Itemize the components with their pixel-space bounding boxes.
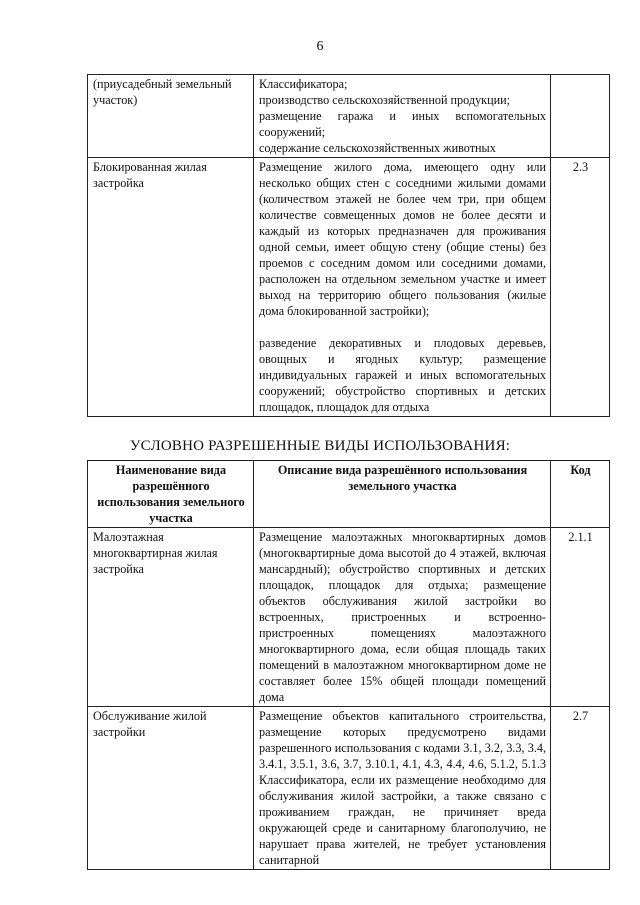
description-line: размещение гаража и иных вспомогательных сооружений;	[259, 109, 546, 139]
description-line: производство сельскохозяйственной продукции;	[259, 93, 511, 107]
use-type-description	[254, 75, 551, 158]
use-type-description: Размещение малоэтажных многоквартирных домов (многоквартирные дома высотой до 4 этажей, включая мансардный); обустройство спортивных и детских площадок, площадок для отдыха; размещение объектов обслуживания жилой застройки во встроенных, пристроенных и встроенно-пристроенных помещениях малоэтажного многоквартирного дома, если общая площадь таких помещений в малоэтажном многоквартирном доме не составляет более 15% общей площади помещений дома	[254, 528, 551, 707]
use-type-description: Размещение объектов капитального строительства, размещение которых предусмотрено видами разрешенного использования с кодами 3.1, 3.2, 3.3, 3.4, 3.4.1, 3.5.1, 3.6, 3.7, 3.10.1, 4.1, 4.3, 4.4, 4.6, 5.1.2, 5.1.3 Классификатора, если их размещение необходимо для обслуживания жилой застройки, а также связано с проживанием граждан, не причиняет вреда окружающей среде и санитарному благополучию, не нарушает права жителей, не требует установления санитарной	[254, 707, 551, 870]
land-use-table-continued	[87, 74, 610, 417]
section-title: УСЛОВНО РАЗРЕШЕННЫЕ ВИДЫ ИСПОЛЬЗОВАНИЯ:	[129, 438, 511, 454]
header-description: Описание вида разрешённого использования земельного участка	[254, 461, 551, 528]
description-line: содержание сельскохозяйственных животных	[259, 141, 496, 155]
description-paragraph: Размещение жилого дома, имеющего одну или несколько общих стен с соседними жилыми домами (количеством этажей не более чем три, при общем количестве совмещенных домов не более десяти и каждый из которых предназначен для проживания одной семьи, имеет общую стену (общие стены) без проемов с соседним домом или соседними домами, расположен на отдельном земельном участке и имеет выход на территорию общего пользования (жилые дома блокированной застройки);	[259, 160, 546, 318]
use-type-code: 2.3	[551, 158, 610, 417]
use-type-name: Блокированная жилая застройка	[88, 158, 254, 417]
use-type-code	[551, 75, 610, 158]
table-row	[88, 158, 610, 417]
description-line: Классификатора;	[259, 77, 348, 91]
table-header-row	[88, 461, 610, 528]
use-type-code: 2.1.1	[551, 528, 610, 707]
description-paragraph: разведение декоративных и плодовых деревьев, овощных и ягодных культур; размещение индивидуальных гаражей и иных вспомогательных сооружений; обустройство спортивных и детских площадок, площадок для отдыха	[259, 336, 546, 414]
use-type-name: (приусадебный земельный участок)	[88, 75, 254, 158]
table-row	[88, 707, 610, 870]
header-name: Наименование вида разрешённого использования земельного участка	[88, 461, 254, 528]
use-type-name: Малоэтажная многоквартирная жилая застройка	[88, 528, 254, 707]
use-type-description	[254, 158, 551, 417]
use-type-code: 2.7	[551, 707, 610, 870]
page-number: 6	[316, 39, 324, 54]
conditional-use-table	[87, 460, 610, 870]
table-row	[88, 75, 610, 158]
header-code: Код	[551, 461, 610, 528]
table-row	[88, 528, 610, 707]
use-type-name: Обслуживание жилой застройки	[88, 707, 254, 870]
